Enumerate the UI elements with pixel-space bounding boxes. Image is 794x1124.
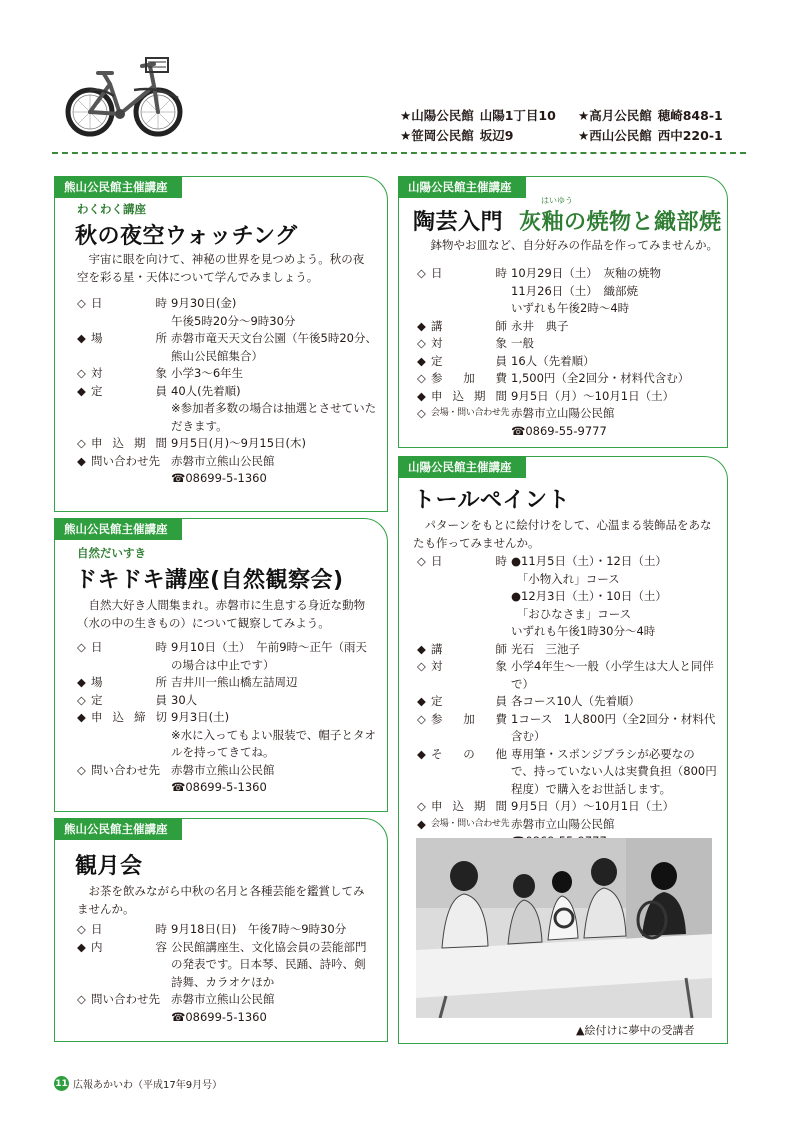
label-char: 費: [495, 711, 507, 726]
label-char: 対: [431, 336, 443, 350]
label-char: 期: [474, 799, 486, 813]
detail-value: 40人(先着順) ※参加者多数の場合は抽選とさせていただきます。: [171, 383, 377, 433]
label-char: 時: [155, 296, 167, 310]
detail-value: 永井 典子: [511, 318, 569, 333]
detail-value: 小学3～6年生: [171, 366, 244, 380]
class-photo: [416, 838, 712, 1018]
detail-row: [77, 435, 377, 453]
detail-label: [417, 370, 511, 388]
box-kicker: わくわく講座: [77, 202, 146, 216]
detail-label: [77, 295, 171, 330]
diamond-filled-icon: ◆: [417, 694, 426, 708]
detail-row: [417, 353, 717, 371]
detail-label: [77, 709, 171, 762]
diamond-outline-icon: ◇: [417, 659, 426, 673]
detail-label: [417, 746, 511, 799]
diamond-outline-icon: ◇: [417, 336, 426, 350]
page-footer: [54, 1076, 222, 1091]
detail-value: 9月10日（土） 午前9時～正午（雨天の場合は中止です）: [171, 640, 368, 672]
label-char: 日: [431, 266, 443, 280]
hall-address: 西中220-1: [657, 128, 723, 143]
detail-rows: [77, 639, 377, 797]
label-char: 問い合わせ先: [91, 992, 160, 1006]
detail-row: [417, 746, 717, 799]
detail-value: 一般: [511, 336, 534, 350]
diamond-filled-icon: ◆: [77, 383, 86, 398]
detail-label: [77, 453, 171, 488]
detail-row: [77, 639, 377, 674]
detail-rows: [77, 295, 377, 488]
label-char: 内: [91, 939, 103, 954]
detail-row: [77, 295, 377, 330]
detail-row: [77, 674, 377, 692]
hall-address: 穂崎848-1: [657, 108, 723, 123]
label-char: 定: [431, 694, 443, 708]
detail-row: [417, 658, 717, 693]
label-char: 申: [431, 799, 443, 813]
label-char: 場: [91, 675, 103, 689]
diamond-filled-icon: ◆: [417, 641, 426, 656]
label-char: 時: [495, 554, 507, 568]
dashed-divider: [52, 152, 746, 154]
diamond-outline-icon: ◇: [77, 436, 86, 450]
diamond-outline-icon: ◇: [417, 711, 426, 726]
label-char: 員: [155, 383, 167, 398]
diamond-outline-icon: ◇: [77, 762, 86, 777]
detail-value: 9月3日(土) ※水に入ってもよい服装で、帽子とタオルを持ってきてね。: [171, 710, 376, 759]
detail-label: [417, 405, 511, 440]
label-char: そ: [431, 746, 443, 761]
label-char: 加: [463, 711, 475, 726]
detail-label: [417, 265, 511, 318]
star-icon: ★: [400, 108, 412, 123]
hall-entry: [578, 126, 748, 144]
class-photo-drawing: [416, 838, 712, 1018]
detail-value: 9月5日（月）～10月1日（土）: [511, 799, 675, 813]
label-char: 間: [495, 388, 507, 403]
label-char: 期: [474, 388, 486, 403]
detail-label: [417, 388, 511, 406]
diamond-filled-icon: ◆: [417, 318, 426, 333]
box-intro: 宇宙に眼を向けて、神秘の世界を見つめよう。秋の夜空を彩る星・天体について学んでみましょう。: [77, 252, 365, 284]
box-intro: お茶を飲みながら中秋の名月と各種芸能を鑑賞してみませんか。: [77, 884, 365, 916]
diamond-filled-icon: ◆: [77, 939, 86, 954]
diamond-filled-icon: ◆: [417, 746, 426, 761]
label-char: 時: [155, 922, 167, 936]
box-tag: 熊山公民館主催講座: [54, 518, 182, 540]
box-title: 秋の夜空ウォッチング: [75, 224, 298, 249]
detail-value: 赤磐市立山陽公民館: [511, 816, 615, 831]
detail-label: [77, 921, 171, 939]
label-char: 会場・問い合わせ先: [431, 408, 510, 418]
hall-name: 西山公民館: [589, 128, 652, 143]
label-char: 込: [112, 436, 124, 450]
diamond-outline-icon: ◇: [77, 922, 86, 936]
box-tougei: [398, 176, 728, 448]
diamond-outline-icon: ◇: [77, 366, 86, 380]
label-char: 定: [91, 383, 103, 398]
label-char: 参: [431, 711, 443, 726]
label-char: 対: [91, 366, 103, 380]
label-char: 時: [155, 640, 167, 654]
detail-value: 9月30日(金) 午後5時20分～9時30分: [171, 296, 296, 328]
detail-value: 10月29日（土） 灰釉の焼物 11月26日（土） 織部焼 いずれも午後2時～4時: [511, 266, 662, 315]
detail-value: 公民館講座生、文化協会員の芸能部門の発表です。日本琴、民踊、詩吟、剣詩舞、カラオケほか: [171, 939, 367, 989]
star-icon: ★: [578, 128, 590, 143]
label-char: 象: [495, 336, 507, 350]
photo-caption: ▲絵付けに夢中の受講者: [576, 1024, 695, 1037]
detail-label: [417, 711, 511, 746]
label-char: 講: [431, 318, 443, 333]
label-char: 期: [134, 436, 146, 450]
box-kicker: 自然だいすき: [77, 546, 146, 560]
detail-row: [417, 265, 717, 318]
label-char: 師: [495, 641, 507, 656]
star-icon: ★: [400, 128, 412, 143]
detail-row: [77, 330, 377, 365]
detail-label: [417, 335, 511, 353]
detail-label: [417, 658, 511, 693]
detail-value: 光石 三池子: [511, 641, 580, 656]
box-title: トールペイント: [413, 488, 571, 513]
box-tag: 山陽公民館主催講座: [398, 456, 526, 478]
detail-value: 赤磐市立熊山公民館 ☎08699-5-1360: [171, 992, 275, 1024]
detail-label: [417, 798, 511, 816]
diamond-outline-icon: ◇: [417, 266, 426, 280]
label-char: 込: [452, 388, 464, 403]
detail-label: [77, 692, 171, 710]
diamond-outline-icon: ◇: [77, 640, 86, 654]
box-intro: パターンをもとに絵付けをして、心温まる装飾品をあなたも作ってみませんか。: [413, 518, 712, 550]
box-doki: [54, 518, 388, 812]
box-intro: 鉢物やお皿など、自分好みの作品を作ってみませんか。: [430, 238, 718, 252]
box-kangetsu: [54, 818, 388, 1042]
label-char: 定: [91, 692, 103, 707]
diamond-outline-icon: ◇: [417, 406, 426, 420]
detail-row: [417, 711, 717, 746]
detail-row: [77, 383, 377, 436]
diamond-filled-icon: ◆: [417, 388, 426, 403]
detail-row: [77, 991, 377, 1026]
box-title: 陶芸入門: [413, 210, 504, 235]
detail-value: 小学4年生～一般（小学生は大人と同伴で）: [511, 659, 714, 691]
diamond-filled-icon: ◆: [417, 353, 426, 368]
box-tag: 熊山公民館主催講座: [54, 818, 182, 840]
label-char: 他: [495, 746, 507, 761]
detail-label: [417, 553, 511, 641]
detail-label: [417, 318, 511, 336]
bicycle-illustration: [62, 54, 188, 140]
label-char: 時: [495, 266, 507, 280]
detail-row: [77, 692, 377, 710]
label-char: 費: [495, 371, 507, 385]
label-char: 締: [134, 710, 146, 724]
label-char: 日: [91, 640, 103, 654]
page-number: 11: [54, 1076, 69, 1091]
label-char: 参: [431, 371, 443, 385]
detail-row: [417, 335, 717, 353]
detail-row: [77, 939, 377, 992]
diamond-outline-icon: ◇: [417, 554, 426, 568]
ruby-annotation: はいゆう: [541, 196, 573, 205]
detail-value: 吉井川一熊山橋左詰周辺: [171, 675, 298, 689]
label-char: 申: [91, 710, 103, 724]
detail-label: [77, 435, 171, 453]
label-char: 問い合わせ先: [91, 453, 160, 468]
detail-label: [77, 991, 171, 1026]
label-char: 員: [495, 694, 507, 708]
detail-label: [77, 939, 171, 992]
detail-value: 1コース 1人800円（全2回分・材料代含む）: [511, 711, 716, 743]
label-char: 会場・問い合わせ先: [431, 818, 510, 829]
detail-label: [77, 365, 171, 383]
detail-row: [77, 762, 377, 797]
publication-name: 広報あかいわ（平成17年9月号）: [73, 1080, 223, 1091]
label-char: 象: [155, 366, 167, 380]
detail-value: 9月5日（月）～10月1日（土）: [511, 388, 675, 403]
label-char: 定: [431, 353, 443, 368]
detail-label: [417, 353, 511, 371]
diamond-outline-icon: ◇: [77, 692, 86, 707]
label-char: 込: [452, 799, 464, 813]
detail-row: [417, 553, 717, 641]
hall-address: 坂辺9: [479, 128, 514, 143]
diamond-filled-icon: ◆: [77, 331, 86, 345]
detail-label: [77, 383, 171, 436]
diamond-filled-icon: ◆: [417, 816, 426, 831]
detail-row: [417, 641, 717, 659]
diamond-outline-icon: ◇: [417, 371, 426, 385]
label-char: 員: [155, 692, 167, 707]
box-tag: 山陽公民館主催講座: [398, 176, 526, 198]
label-char: 日: [91, 296, 103, 310]
box-aki: [54, 176, 388, 512]
label-char: 間: [155, 436, 167, 450]
detail-value: 赤磐市立熊山公民館 ☎08699-5-1360: [171, 762, 275, 794]
box-intro: 自然大好き人間集まれ。赤磐市に生息する身近な動物（水の中の生きもの）について観察してみよう。: [77, 598, 366, 630]
hall-entry: [578, 106, 748, 124]
hall-address: 山陽1丁目10: [479, 108, 556, 123]
label-char: 申: [91, 436, 103, 450]
detail-row: [417, 798, 717, 816]
label-char: の: [463, 746, 475, 761]
hall-name: 山陽公民館: [411, 108, 474, 123]
label-char: 容: [155, 939, 167, 954]
box-tag: 熊山公民館主催講座: [54, 176, 182, 198]
detail-value: 各コース10人（先着順）: [511, 694, 641, 708]
detail-row: [77, 709, 377, 762]
detail-value: 赤磐市竜天天文台公園（午後5時20分、熊山公民館集合）: [171, 331, 377, 363]
label-char: 込: [112, 710, 124, 724]
detail-rows: [77, 921, 377, 1026]
label-char: 間: [495, 799, 507, 813]
detail-row: [417, 693, 717, 711]
label-char: 所: [155, 331, 167, 345]
label-char: 対: [431, 659, 443, 673]
hall-entry: [400, 126, 578, 144]
detail-row: [77, 365, 377, 383]
box-title: 観月会: [75, 854, 143, 879]
detail-row: [417, 370, 717, 388]
label-char: 日: [431, 554, 443, 568]
hall-entry: [400, 106, 578, 124]
label-char: 師: [495, 318, 507, 333]
diamond-filled-icon: ◆: [77, 675, 86, 689]
detail-value: ●11月5日（土）・12日（土） 「小物入れ」コース ●12月3日（土）・10日（土） 「おひなさま」コース いずれも午後1時30分～4時: [511, 554, 667, 638]
box-title: ドキドキ講座(自然観察会): [75, 568, 344, 593]
label-char: 所: [155, 675, 167, 689]
label-char: 切: [155, 710, 167, 724]
diamond-outline-icon: ◇: [77, 296, 86, 310]
label-char: 加: [463, 371, 475, 385]
detail-value: 専用筆・スポンジブラシが必要なので、持っていない人は実費負担（800円程度）で購入をお世話します。: [511, 746, 717, 796]
label-char: 員: [495, 353, 507, 368]
detail-value: 9月18日(日) 午後7時～9時30分: [171, 922, 347, 936]
detail-rows: [417, 265, 717, 440]
hall-name: 高月公民館: [589, 108, 652, 123]
detail-label: [77, 639, 171, 674]
detail-value: 赤磐市立山陽公民館 ☎0869-55-9777: [511, 406, 615, 438]
detail-row: [417, 318, 717, 336]
detail-row: [77, 453, 377, 488]
detail-rows: [417, 553, 717, 851]
detail-label: [77, 762, 171, 797]
label-char: 申: [431, 388, 443, 403]
detail-row: [417, 388, 717, 406]
detail-value: 赤磐市立熊山公民館 ☎08699-5-1360: [171, 453, 275, 485]
detail-label: [77, 674, 171, 692]
box-title-sub: 灰釉の焼物と織部焼: [519, 210, 722, 235]
diamond-filled-icon: ◆: [77, 710, 86, 724]
detail-label: [417, 641, 511, 659]
detail-label: [417, 693, 511, 711]
detail-label: [77, 330, 171, 365]
label-char: 日: [91, 922, 103, 936]
detail-row: [417, 405, 717, 440]
star-icon: ★: [578, 108, 590, 123]
label-char: 講: [431, 641, 443, 656]
detail-value: 9月5日(月)～9月15日(木): [171, 436, 307, 450]
label-char: 象: [495, 659, 507, 673]
diamond-outline-icon: ◇: [417, 799, 426, 813]
detail-value: 30人: [171, 692, 198, 707]
label-char: 場: [91, 331, 103, 345]
hall-name: 笹岡公民館: [411, 128, 474, 143]
detail-value: 1,500円（全2回分・材料代含む）: [511, 371, 690, 385]
hall-address-list: [400, 106, 750, 144]
diamond-outline-icon: ◇: [77, 992, 86, 1006]
detail-row: [77, 921, 377, 939]
detail-value: 16人（先着順）: [511, 353, 595, 368]
label-char: 問い合わせ先: [91, 762, 160, 777]
diamond-filled-icon: ◆: [77, 453, 86, 468]
